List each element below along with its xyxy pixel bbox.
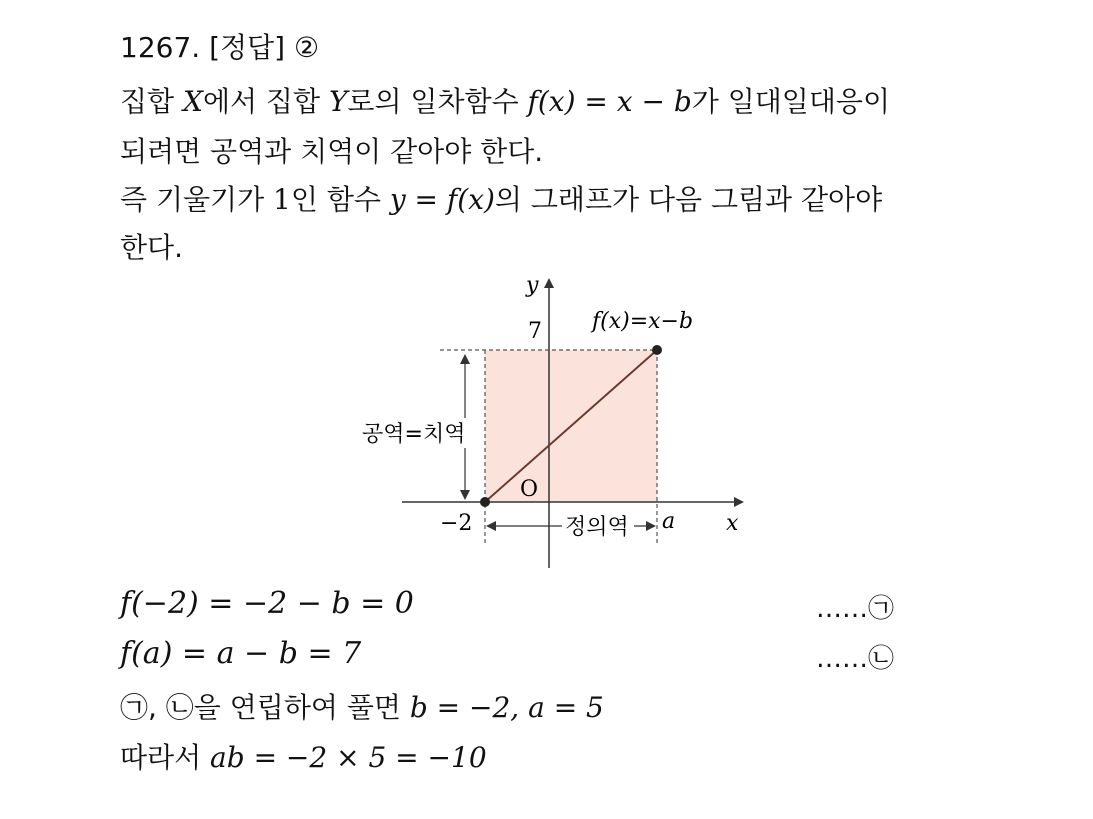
equation-2-tag: ……㉡	[816, 644, 895, 674]
y-axis-arrow	[544, 278, 554, 288]
paragraph-1	[120, 80, 890, 120]
function-expr: y = f(x)	[389, 183, 495, 216]
paragraph-4: 한다.	[120, 231, 183, 264]
paragraph-2: 되려면 공역과 치역이 같아야 한다.	[120, 135, 544, 168]
answer-label: [정답]	[209, 31, 286, 64]
text: 에서 집합	[202, 85, 329, 118]
answer-value: ②	[293, 31, 320, 64]
text: ㉠, ㉡을 연립하여 풀면	[120, 691, 410, 724]
text: 로의 일차함수	[347, 85, 528, 118]
point-end	[652, 345, 662, 355]
text: 인 함수	[290, 183, 390, 216]
x-axis-arrow	[734, 497, 744, 507]
y-tick-label: 7	[528, 319, 542, 344]
y-axis-label: y	[526, 273, 539, 298]
text: 의 그래프가 다음 그림과 같아야	[494, 183, 883, 216]
domain-label: 정의역	[565, 515, 629, 540]
range-arrow-bottom	[460, 490, 470, 500]
text: 가 일대일대응이	[691, 85, 891, 118]
solution-values: b = −2, a = 5	[409, 691, 604, 724]
paragraph-3	[120, 178, 882, 218]
final-expr: ab = −2 × 5 = −10	[210, 741, 487, 774]
function-graph	[340, 268, 760, 573]
point-start	[480, 497, 490, 507]
function-expr: f(x) = x − b	[527, 85, 692, 118]
equation-1	[120, 586, 414, 621]
text: 따라서	[120, 741, 211, 774]
range-label: 공역=치역	[362, 422, 466, 447]
equation-1-expr: f(−2) = −2 − b = 0	[120, 586, 414, 621]
problem-title	[120, 26, 319, 66]
problem-number: 1267.	[120, 31, 201, 64]
x-tick-right-label: a	[662, 509, 676, 534]
set-x: X	[183, 85, 203, 118]
x-tick-left-label: −2	[440, 511, 473, 536]
text: 즉 기울기가	[120, 183, 274, 216]
function-label: f(x)=x−b	[592, 309, 694, 334]
range-arrow-top	[460, 354, 470, 364]
origin-label: O	[520, 477, 539, 502]
solution-line	[120, 686, 604, 726]
domain-arrow-right	[646, 521, 656, 531]
set-y: Y	[328, 85, 348, 118]
x-axis-label: x	[726, 511, 739, 536]
domain-arrow-left	[486, 521, 496, 531]
final-answer-line	[120, 736, 487, 776]
equation-2-expr: f(a) = a − b = 7	[120, 636, 362, 671]
equation-2	[120, 636, 361, 671]
slope-value: 1	[273, 183, 291, 216]
equation-1-tag: ……㉠	[816, 594, 895, 624]
text: 집합	[120, 85, 183, 118]
